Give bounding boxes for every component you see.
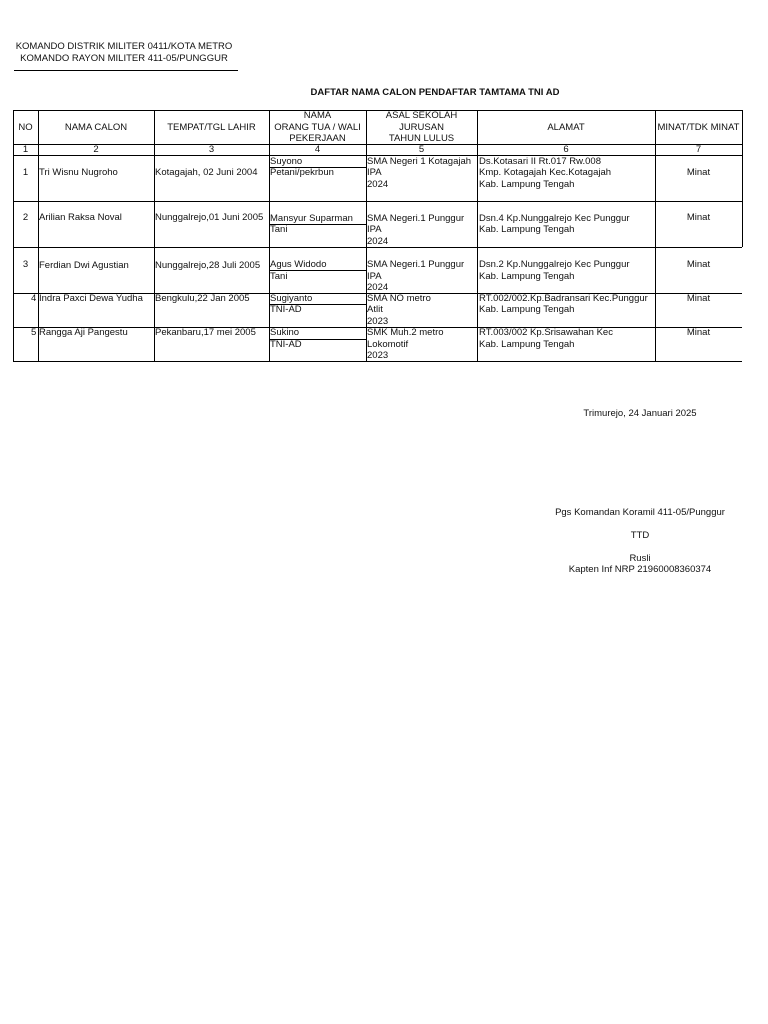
table-row-alamat-2: Kab. Lampung Tengah: [479, 224, 575, 235]
table-row-jurusan: IPA: [367, 271, 382, 282]
header-ortu-line1: NAMA: [303, 110, 332, 121]
header-ttl: TEMPAT/TGL LAHIR: [167, 122, 256, 133]
table-row-alamat-2: Kab. Lampung Tengah: [479, 271, 575, 282]
table-row-alamat-1: RT.003/002 Kp.Srisawahan Kec: [479, 327, 613, 338]
table-row-tahun: 2023: [367, 316, 389, 327]
header-nama: NAMA CALON: [64, 122, 128, 133]
table-row-kerja: Petani/pekrbun: [270, 167, 334, 178]
table-row-minat: Minat: [686, 293, 711, 304]
document-title: DAFTAR NAMA CALON PENDAFTAR TAMTAMA TNI AD: [310, 87, 560, 98]
colnum: 5: [418, 144, 425, 155]
signatory-rank: Kapten Inf NRP 21960008360374: [568, 564, 712, 575]
col-border: [742, 110, 743, 247]
table-row-no: 5: [31, 327, 37, 338]
table-row-alamat-1: Ds.Kotasari II Rt.017 Rw.008: [479, 156, 601, 167]
table-row-alamat-2: Kmp. Kotagajah Kec.Kotagajah: [479, 167, 612, 178]
table-row-jurusan: Atlit: [367, 304, 383, 315]
header-sekolah-line2: JURUSAN: [399, 121, 444, 133]
table-row-tahun: 2024: [367, 282, 389, 293]
table-row-ortu: Suyono: [270, 156, 303, 167]
table-row-alamat-1: Dsn.2 Kp.Nunggalrejo Kec Punggur: [479, 259, 630, 270]
table-row-alamat-1: RT.002/002.Kp.Badransari Kec.Punggur: [479, 293, 648, 304]
table-row-nama: Tri Wisnu Nugroho: [39, 167, 118, 178]
signature-ttd: TTD: [630, 530, 650, 541]
table-row-minat: Minat: [686, 259, 711, 270]
colnum: 4: [314, 144, 321, 155]
letterhead-line-1: KOMANDO DISTRIK MILITER 0411/KOTA METRO: [15, 41, 233, 52]
row-divider: [13, 201, 742, 202]
header-sekolah-line1: ASAL SEKOLAH: [385, 110, 458, 121]
table-row-ortu: Sukino: [270, 327, 300, 338]
table-row-jurusan: Lokomotif: [367, 339, 409, 350]
table-row-sekolah: SMA Negeri 1 Kotagajah: [367, 156, 472, 167]
table-row-alamat-2: Kab. Lampung Tengah: [479, 339, 575, 350]
table-row-kerja: TNI-AD: [270, 304, 302, 315]
table-row-nama: Arilian Raksa Noval: [39, 212, 122, 223]
table-row-alamat-3: Kab. Lampung Tengah: [479, 179, 575, 190]
table-row-minat: Minat: [686, 327, 711, 338]
table-row-sekolah: SMA NO metro: [367, 293, 431, 304]
colnum: 2: [93, 144, 99, 155]
header-ortu-line2: ORANG TUA / WALI: [274, 121, 361, 133]
header-alamat: ALAMAT: [547, 122, 585, 133]
header-sekolah-line3: TAHUN LULUS: [388, 133, 455, 144]
table-row-no: 1: [22, 167, 29, 178]
header-minat: MINAT/TDK MINAT: [657, 122, 740, 133]
colnum: 6: [563, 144, 569, 155]
table-row-kerja: TNI-AD: [270, 339, 302, 350]
colnum: 1: [22, 144, 29, 155]
place-date: Trimurejo, 24 Januari 2025: [583, 408, 697, 419]
table-row-no: 4: [31, 293, 37, 304]
table-row-sekolah: SMA Negeri.1 Punggur: [367, 213, 465, 224]
signatory-position: Pgs Komandan Koramil 411-05/Punggur: [555, 507, 725, 518]
table-row-minat: Minat: [686, 167, 711, 178]
table-row-ttl: Nunggalrejo,28 Juli 2005: [155, 260, 261, 271]
table-row-no: 3: [22, 259, 29, 270]
colnum: 3: [208, 144, 215, 155]
table-row-ttl: Nunggalrejo,01 Juni 2005: [155, 212, 264, 223]
table-row-alamat-1: Dsn.4 Kp.Nunggalrejo Kec Punggur: [479, 213, 630, 224]
header-ortu: [269, 110, 366, 145]
table-row-tahun: 2023: [367, 350, 389, 361]
signatory-name: Rusli: [629, 553, 651, 564]
table-row-nama: Rangga Aji Pangestu: [39, 327, 128, 338]
table-row-minat: Minat: [686, 212, 711, 223]
table-row-kerja: Tani: [270, 271, 288, 282]
table-row-ortu: Mansyur Suparman: [270, 213, 353, 224]
letterhead-line-2: KOMANDO RAYON MILITER 411-05/PUNGGUR: [20, 53, 228, 64]
table-row-sekolah: SMK Muh.2 metro: [367, 327, 444, 338]
table-row-ttl: Kotagajah, 02 Juni 2004: [155, 167, 258, 178]
table-row-kerja: Tani: [270, 224, 288, 235]
table-row-nama: Indra Paxci Dewa Yudha: [39, 293, 143, 304]
header-no: NO: [18, 122, 33, 133]
table-row-ortu: Agus Widodo: [270, 259, 327, 270]
table-row-jurusan: IPA: [367, 224, 382, 235]
table-row-sekolah: SMA Negeri.1 Punggur: [367, 259, 465, 270]
header-ortu-line3: PEKERJAAN: [289, 133, 346, 144]
table-row-ttl: Pekanbaru,17 mei 2005: [155, 327, 256, 338]
table-row-tahun: 2024: [367, 236, 389, 247]
colnum: 7: [695, 144, 702, 155]
table-row-ttl: Bengkulu,22 Jan 2005: [155, 293, 250, 304]
table-row-jurusan: IPA: [367, 167, 382, 178]
header-sekolah: [366, 110, 477, 145]
table-row-ortu: Sugiyanto: [270, 293, 313, 304]
table-row-nama: Ferdian Dwi Agustian: [39, 260, 129, 271]
table-row-no: 2: [22, 212, 29, 223]
table-row-alamat-2: Kab. Lampung Tengah: [479, 304, 575, 315]
table-row-tahun: 2024: [367, 179, 389, 190]
